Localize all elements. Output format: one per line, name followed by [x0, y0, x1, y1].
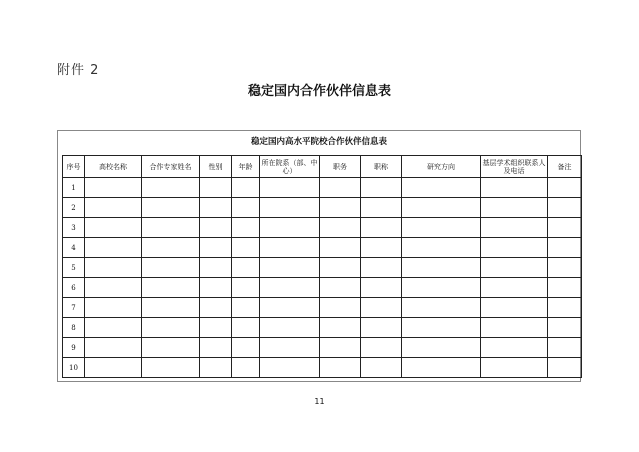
table-cell[interactable]	[361, 338, 402, 358]
header-contact: 基层学术组织联系人及电话	[481, 156, 548, 178]
table-cell[interactable]	[361, 178, 402, 198]
row-number: 9	[63, 338, 85, 358]
table-cell[interactable]	[85, 278, 142, 298]
table-cell[interactable]	[200, 258, 232, 278]
table-row	[63, 318, 582, 338]
table-cell[interactable]	[200, 238, 232, 258]
row-number: 4	[63, 238, 85, 258]
table-cell[interactable]	[320, 178, 361, 198]
header-department: 所在院系（部、中心）	[260, 156, 320, 178]
table-cell[interactable]	[260, 358, 320, 378]
table-header-row	[63, 156, 582, 178]
table-cell[interactable]	[481, 198, 548, 218]
table-row	[63, 238, 582, 258]
table-cell[interactable]	[402, 198, 481, 218]
table-cell[interactable]	[142, 338, 200, 358]
header-gender: 性别	[200, 156, 232, 178]
table-cell[interactable]	[402, 338, 481, 358]
table-cell[interactable]	[481, 358, 548, 378]
header-age: 年龄	[232, 156, 260, 178]
table-cell[interactable]	[320, 338, 361, 358]
table-cell[interactable]	[232, 258, 260, 278]
table-cell[interactable]	[200, 338, 232, 358]
table-row	[63, 258, 582, 278]
table-cell[interactable]	[402, 238, 481, 258]
row-number: 8	[63, 318, 85, 338]
table-cell[interactable]	[481, 238, 548, 258]
table-cell[interactable]	[320, 258, 361, 278]
row-number: 6	[63, 278, 85, 298]
table-cell[interactable]	[402, 278, 481, 298]
table-cell[interactable]	[232, 178, 260, 198]
table-cell[interactable]	[320, 298, 361, 318]
table-cell[interactable]	[142, 238, 200, 258]
table-cell[interactable]	[200, 218, 232, 238]
table-cell[interactable]	[85, 298, 142, 318]
table-cell[interactable]	[481, 338, 548, 358]
table-cell[interactable]	[232, 238, 260, 258]
table-cell[interactable]	[232, 318, 260, 338]
table-cell[interactable]	[548, 298, 582, 318]
row-number: 2	[63, 198, 85, 218]
table-caption: 稳定国内高水平院校合作伙伴信息表	[250, 137, 387, 147]
table-cell[interactable]	[320, 278, 361, 298]
table-cell[interactable]	[232, 278, 260, 298]
table-cell[interactable]	[232, 198, 260, 218]
table-cell[interactable]	[142, 178, 200, 198]
header-title: 职称	[361, 156, 402, 178]
header-remarks: 备注	[548, 156, 582, 178]
table-cell[interactable]	[402, 258, 481, 278]
table-cell[interactable]	[142, 218, 200, 238]
table-cell[interactable]	[260, 318, 320, 338]
header-expert-name: 合作专家姓名	[142, 156, 200, 178]
table-cell[interactable]	[481, 298, 548, 318]
table-cell[interactable]	[260, 198, 320, 218]
table-cell[interactable]	[320, 218, 361, 238]
table-cell[interactable]	[85, 178, 142, 198]
table-cell[interactable]	[548, 178, 582, 198]
table-cell[interactable]	[402, 318, 481, 338]
partner-info-table	[62, 155, 582, 378]
row-number: 5	[63, 258, 85, 278]
table-row	[63, 338, 582, 358]
table-cell[interactable]	[85, 218, 142, 238]
header-position: 职务	[320, 156, 361, 178]
header-serial: 序号	[63, 156, 85, 178]
table-cell[interactable]	[548, 278, 582, 298]
document-title: 稳定国内合作伙伴信息表	[247, 84, 391, 99]
page-number: 11	[314, 397, 325, 406]
table-cell[interactable]	[361, 358, 402, 378]
row-number: 1	[63, 178, 85, 198]
table-cell[interactable]	[142, 318, 200, 338]
table-cell[interactable]	[320, 358, 361, 378]
table-cell[interactable]	[548, 258, 582, 278]
row-number: 3	[63, 218, 85, 238]
table-cell[interactable]	[85, 358, 142, 378]
table-cell[interactable]	[320, 238, 361, 258]
table-cell[interactable]	[200, 298, 232, 318]
table-cell[interactable]	[481, 258, 548, 278]
table-cell[interactable]	[260, 178, 320, 198]
table-row	[63, 198, 582, 218]
table-row	[63, 298, 582, 318]
table-cell[interactable]	[361, 218, 402, 238]
table-cell[interactable]	[232, 218, 260, 238]
table-cell[interactable]	[85, 198, 142, 218]
table-cell[interactable]	[361, 198, 402, 218]
table-cell[interactable]	[548, 198, 582, 218]
table-cell[interactable]	[402, 358, 481, 378]
table-cell[interactable]	[260, 258, 320, 278]
table-row	[63, 358, 582, 378]
table-cell[interactable]	[260, 338, 320, 358]
table-cell[interactable]	[361, 318, 402, 338]
table-cell[interactable]	[320, 318, 361, 338]
table-cell[interactable]	[200, 178, 232, 198]
table-cell[interactable]	[481, 218, 548, 238]
table-cell[interactable]	[232, 358, 260, 378]
table-cell[interactable]	[548, 318, 582, 338]
table-cell[interactable]	[548, 338, 582, 358]
table-cell[interactable]	[260, 218, 320, 238]
table-cell[interactable]	[402, 218, 481, 238]
table-cell[interactable]	[548, 238, 582, 258]
table-cell[interactable]	[481, 178, 548, 198]
table-cell[interactable]	[142, 298, 200, 318]
table-cell[interactable]	[361, 258, 402, 278]
row-number: 10	[63, 358, 85, 378]
table-cell[interactable]	[142, 198, 200, 218]
table-cell[interactable]	[85, 338, 142, 358]
table-cell[interactable]	[142, 258, 200, 278]
table-cell[interactable]	[260, 278, 320, 298]
table-cell[interactable]	[200, 198, 232, 218]
table-cell[interactable]	[548, 218, 582, 238]
table-cell[interactable]	[402, 178, 481, 198]
table-cell[interactable]	[200, 358, 232, 378]
table-cell[interactable]	[260, 298, 320, 318]
table-cell[interactable]	[361, 238, 402, 258]
table-row	[63, 278, 582, 298]
table-cell[interactable]	[361, 278, 402, 298]
table-cell[interactable]	[142, 358, 200, 378]
header-university: 高校名称	[85, 156, 142, 178]
table-cell[interactable]	[361, 298, 402, 318]
table-cell[interactable]	[200, 278, 232, 298]
table-row	[63, 218, 582, 238]
row-number: 7	[63, 298, 85, 318]
table-cell[interactable]	[85, 258, 142, 278]
table-cell[interactable]	[402, 298, 481, 318]
table-cell[interactable]	[548, 358, 582, 378]
attachment-label: 附件 2	[57, 63, 100, 78]
header-research: 研究方向	[402, 156, 481, 178]
table-cell[interactable]	[232, 338, 260, 358]
table-cell[interactable]	[320, 198, 361, 218]
table-row	[63, 178, 582, 198]
table-cell[interactable]	[232, 298, 260, 318]
table-cell[interactable]	[85, 318, 142, 338]
table-cell[interactable]	[200, 318, 232, 338]
table-cell[interactable]	[142, 278, 200, 298]
table-cell[interactable]	[481, 278, 548, 298]
table-cell[interactable]	[481, 318, 548, 338]
table-cell[interactable]	[85, 238, 142, 258]
table-cell[interactable]	[260, 238, 320, 258]
